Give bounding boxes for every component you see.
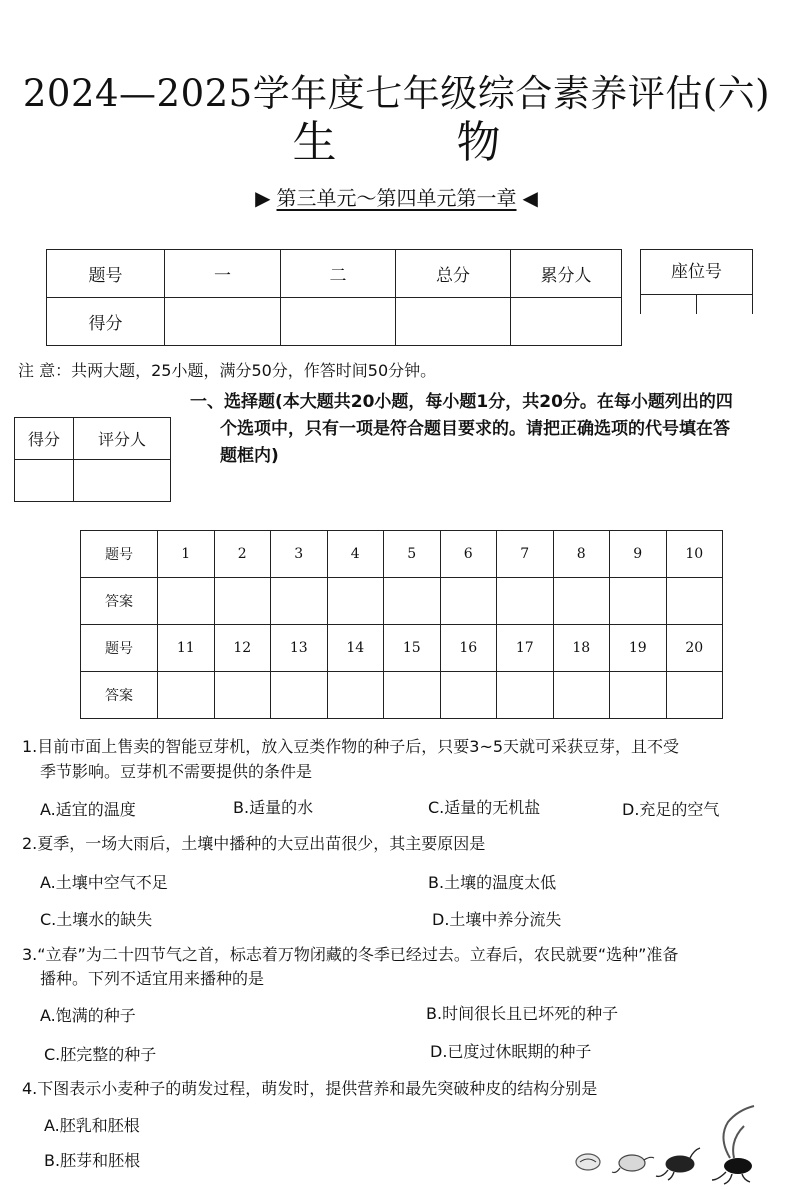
answer-table — [80, 530, 723, 719]
question-2-option-b[interactable]: B.土壤的温度太低 — [428, 873, 557, 892]
question-number: 20 — [666, 625, 723, 672]
range-text: 第三单元～第四单元第一章 — [276, 186, 517, 210]
question-number: 4 — [327, 531, 384, 578]
question-3-stem: 3.“立春”为二十四节气之首，标志着万物闭藏的冬季已经过去。立春后，农民就要“选种”准备 — [22, 945, 679, 964]
answer-cell[interactable] — [158, 672, 215, 719]
answer-cell[interactable] — [271, 672, 328, 719]
question-number: 11 — [158, 625, 215, 672]
question-3-option-d[interactable]: D.已度过休眠期的种子 — [430, 1042, 592, 1061]
answer-cell[interactable] — [666, 578, 723, 625]
seed-stage-1 — [576, 1154, 600, 1170]
score-table — [46, 249, 622, 346]
answer-cell[interactable] — [384, 578, 441, 625]
question-1-option-c[interactable]: C.适量的无机盐 — [428, 798, 541, 817]
question-number: 10 — [666, 531, 723, 578]
score-header-part1: 一 — [165, 250, 281, 298]
question-number: 12 — [214, 625, 271, 672]
question-3-stem-cont: 播种。下列不适宜用来播种的是 — [40, 969, 265, 988]
answer-label: 答案 — [81, 578, 158, 625]
question-4-stem: 4.下图表示小麦种子的萌发过程，萌发时，提供营养和最先突破种皮的结构分别是 — [22, 1079, 598, 1098]
grader-table — [14, 417, 171, 502]
section-title-line1: 一、选择题(本大题共20小题，每小题1分，共20分。在每小题列出的四 — [190, 392, 733, 412]
seat-divider — [640, 294, 641, 314]
question-number: 9 — [610, 531, 667, 578]
score-row-label: 得分 — [47, 298, 165, 346]
question-number: 18 — [553, 625, 610, 672]
grader-score-label: 得分 — [15, 418, 74, 460]
answer-cell[interactable] — [214, 578, 271, 625]
question-3-option-c[interactable]: C.胚完整的种子 — [44, 1045, 157, 1064]
answer-cell[interactable] — [666, 672, 723, 719]
grader-score-cell[interactable] — [15, 460, 74, 502]
seat-number-label: 座位号 — [640, 249, 753, 295]
seat-divider — [696, 294, 697, 314]
question-2-option-c[interactable]: C.土壤水的缺失 — [40, 910, 153, 929]
question-4-option-b[interactable]: B.胚芽和胚根 — [44, 1151, 141, 1170]
question-1-stem: 1.目前市面上售卖的智能豆芽机，放入豆类作物的种子后，只要3~5天就可采获豆芽，且不受 — [22, 737, 680, 756]
question-1-option-b[interactable]: B.适量的水 — [233, 798, 314, 817]
score-header-num: 题号 — [47, 250, 165, 298]
score-cell[interactable] — [396, 298, 511, 346]
question-number: 19 — [610, 625, 667, 672]
question-number: 8 — [553, 531, 610, 578]
question-2-option-d[interactable]: D.土壤中养分流失 — [432, 910, 562, 929]
question-number: 13 — [271, 625, 328, 672]
score-header-adder: 累分人 — [511, 250, 622, 298]
grader-name-label: 评分人 — [74, 418, 171, 460]
question-4-option-a[interactable]: A.胚乳和胚根 — [44, 1116, 140, 1135]
question-number: 1 — [158, 531, 215, 578]
question-2-option-a[interactable]: A.土壤中空气不足 — [40, 873, 168, 892]
question-number: 14 — [327, 625, 384, 672]
answer-cell[interactable] — [553, 578, 610, 625]
answer-cell[interactable] — [271, 578, 328, 625]
seed-stage-2 — [619, 1155, 645, 1171]
exam-title: 2024—2025学年度七年级综合素养评估(六) — [22, 72, 771, 115]
answer-cell[interactable] — [158, 578, 215, 625]
answer-cell[interactable] — [497, 672, 554, 719]
answer-cell[interactable] — [327, 672, 384, 719]
exam-range — [0, 182, 793, 211]
seed-stage-3 — [666, 1156, 694, 1172]
question-number: 2 — [214, 531, 271, 578]
question-number: 3 — [271, 531, 328, 578]
answer-cell[interactable] — [214, 672, 271, 719]
triangle-left-icon: ◀ — [522, 186, 538, 210]
answer-cell[interactable] — [327, 578, 384, 625]
answer-cell[interactable] — [440, 672, 497, 719]
section-title-line3: 题框内) — [220, 446, 279, 466]
question-1-stem-cont: 季节影响。豆芽机不需要提供的条件是 — [40, 762, 313, 781]
answer-cell[interactable] — [553, 672, 610, 719]
question-number: 5 — [384, 531, 441, 578]
answer-cell[interactable] — [610, 578, 667, 625]
question-3-option-b[interactable]: B.时间很长且已坏死的种子 — [426, 1004, 619, 1023]
answer-label: 答案 — [81, 672, 158, 719]
section-title-line2: 个选项中，只有一项是符合题目要求的。请把正确选项的代号填在答 — [220, 419, 730, 439]
answer-cell[interactable] — [384, 672, 441, 719]
exam-subject: 生物 — [292, 117, 621, 168]
seed-stage-4-shoot — [723, 1106, 754, 1158]
score-cell[interactable] — [165, 298, 281, 346]
answer-num-label: 题号 — [81, 531, 158, 578]
seed-stage-4 — [724, 1158, 752, 1174]
wheat-seed-germination-illustration — [570, 1100, 780, 1185]
answer-cell[interactable] — [610, 672, 667, 719]
seat-divider — [752, 294, 753, 314]
score-cell[interactable] — [281, 298, 396, 346]
question-1-option-d[interactable]: D.充足的空气 — [622, 800, 720, 819]
score-cell[interactable] — [511, 298, 622, 346]
question-2-stem: 2.夏季，一场大雨后，土壤中播种的大豆出苗很少，其主要原因是 — [22, 834, 486, 853]
answer-cell[interactable] — [440, 578, 497, 625]
seat-number-box — [640, 249, 753, 315]
score-header-total: 总分 — [396, 250, 511, 298]
question-3-option-a[interactable]: A.饱满的种子 — [40, 1006, 136, 1025]
question-number: 6 — [440, 531, 497, 578]
question-number: 17 — [497, 625, 554, 672]
section-title — [190, 389, 788, 470]
question-number: 15 — [384, 625, 441, 672]
exam-note: 注 意：共两大题，25小题，满分50分，作答时间50分钟。 — [18, 361, 437, 380]
question-1-option-a[interactable]: A.适宜的温度 — [40, 800, 136, 819]
answer-num-label: 题号 — [81, 625, 158, 672]
answer-cell[interactable] — [497, 578, 554, 625]
seed-stage-4-root — [712, 1172, 750, 1184]
score-header-part2: 二 — [281, 250, 396, 298]
triangle-right-icon: ▶ — [255, 186, 271, 210]
question-number: 7 — [497, 531, 554, 578]
question-number: 16 — [440, 625, 497, 672]
grader-name-cell[interactable] — [74, 460, 171, 502]
